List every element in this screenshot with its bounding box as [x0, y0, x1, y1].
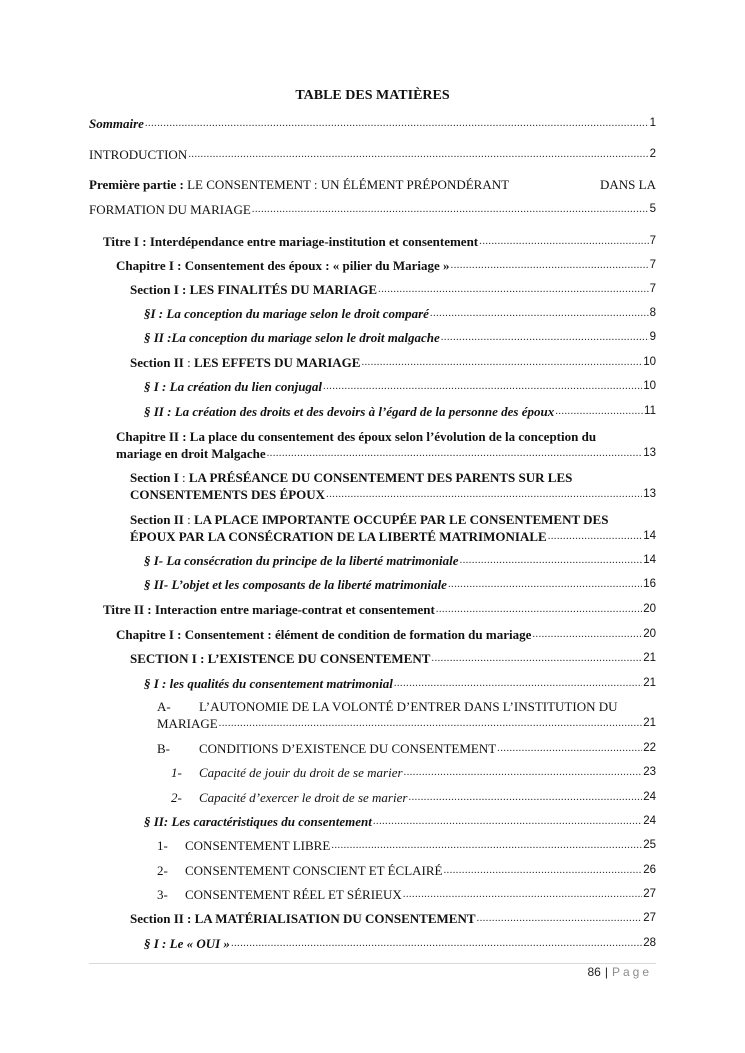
footer-separator: | — [604, 965, 608, 979]
toc-entry-chapitre-2[interactable] — [116, 428, 656, 445]
dot-leader — [323, 378, 642, 395]
toc-entry-label: § I : Le « OUI » — [144, 936, 230, 951]
toc-entry-subsub[interactable] — [171, 789, 656, 806]
toc-entry-label: §I : La conception du mariage selon le droit comparé — [144, 306, 429, 321]
toc-entry-label: Chapitre II : La place du consentement des époux selon l’évolution de la conception du — [116, 429, 597, 444]
dot-leader — [403, 886, 642, 903]
toc-entry-label: Capacité d’exercer le droit de se marier — [199, 790, 408, 805]
toc-entry-label: § II: Les caractéristiques du consentement — [144, 814, 372, 829]
toc-entry-section-line2[interactable] — [130, 486, 656, 503]
toc-entry-subsub[interactable] — [171, 764, 656, 781]
toc-entry-section-2[interactable] — [130, 354, 656, 371]
dot-leader — [479, 233, 648, 250]
toc-entry-section[interactable] — [130, 511, 656, 528]
toc-entry-marker: 1- — [171, 765, 182, 780]
toc-page-number: 24 — [643, 815, 656, 827]
toc-entry-section[interactable] — [130, 650, 656, 667]
toc-entry-sub-line2[interactable] — [157, 715, 656, 732]
toc-entry-label: Section II — [130, 355, 184, 370]
dot-leader — [145, 115, 649, 132]
toc-page-number: 5 — [649, 203, 656, 215]
toc-entry-label: INTRODUCTION — [89, 147, 188, 162]
toc-entry-paragraph[interactable] — [144, 576, 656, 593]
toc-entry-label: § II : La création des droits et des devoirs à l’égard de la personne des époux — [144, 404, 555, 419]
dot-leader — [219, 715, 643, 732]
dot-leader — [331, 837, 642, 854]
toc-page-number: 21 — [643, 677, 656, 689]
toc-entry-sub[interactable] — [157, 837, 656, 854]
dot-leader — [497, 740, 642, 757]
toc-entry-titre-2[interactable] — [103, 601, 656, 618]
toc-page-number: 23 — [643, 766, 656, 778]
toc-entry-label: Section I : LES FINALITÉS DU MARIAGE — [130, 282, 378, 297]
toc-entry-label: CONSENTEMENT RÉEL ET SÉRIEUX — [185, 887, 402, 902]
dot-leader — [555, 403, 643, 420]
page-title: TABLE DES MATIÈRES — [295, 88, 450, 103]
toc-entry-marker: B- — [157, 741, 170, 756]
toc-entry-label: CONDITIONS D’EXISTENCE DU CONSENTEMENT — [199, 741, 497, 756]
toc-page-number: 24 — [643, 791, 656, 803]
toc-page-number: 22 — [643, 742, 656, 754]
toc-entry-titre-1[interactable] — [103, 233, 656, 250]
dot-leader — [436, 601, 642, 618]
dot-leader — [373, 813, 642, 830]
toc-page-number: 20 — [643, 628, 656, 640]
toc-page-number: 7 — [649, 259, 656, 271]
toc-entry-paragraph[interactable] — [144, 552, 656, 569]
toc-entry-label: mariage en droit Malgache — [116, 446, 266, 461]
toc-page-number: 27 — [643, 888, 656, 900]
toc-entry-marker: 3- — [157, 887, 168, 902]
toc-entry-marker: 2- — [157, 863, 168, 878]
toc-page-number: 13 — [643, 447, 656, 459]
footer-page-number: 86 — [587, 965, 601, 979]
toc-page-number: 8 — [649, 307, 656, 319]
toc-page-number: 13 — [643, 488, 656, 500]
toc-page-number: 26 — [643, 864, 656, 876]
toc-entry-label: : — [183, 355, 194, 370]
toc-page-number: 11 — [644, 405, 656, 417]
toc-page-number: 9 — [649, 331, 656, 343]
dot-leader — [431, 650, 642, 667]
toc-entry-label: Chapitre I : Consentement des époux : « pilier du Mariage » — [116, 258, 450, 273]
toc-entry-introduction[interactable] — [89, 146, 656, 163]
page-footer — [587, 965, 652, 979]
toc-entry-label: : — [178, 470, 189, 485]
toc-page-number: 21 — [643, 717, 656, 729]
toc-entry-label: LA PLACE IMPORTANTE OCCUPÉE PAR LE CONSENTEMENT DES — [193, 512, 609, 527]
toc-entry-section[interactable] — [130, 910, 656, 927]
toc-entry-label: Titre I : Interdépendance entre mariage-institution et consentement — [103, 234, 479, 249]
toc-page-number: 10 — [643, 380, 656, 392]
dot-leader — [477, 910, 643, 927]
dot-leader — [443, 862, 642, 879]
toc-page-number: 7 — [649, 235, 656, 247]
toc-entry-marker: A- — [157, 699, 171, 714]
toc-entry-label: § I- La consécration du principe de la liberté matrimoniale — [144, 553, 459, 568]
toc-entry-sub[interactable] — [157, 886, 656, 903]
toc-page-number: 27 — [643, 912, 656, 924]
dot-leader — [430, 305, 649, 322]
toc-entry-label: § II- L’objet et les composants de la liberté matrimoniale — [144, 577, 447, 592]
toc-entry-label: CONSENTEMENT CONSCIENT ET ÉCLAIRÉ — [185, 863, 443, 878]
toc-entry-label: Titre II : Interaction entre mariage-contrat et consentement — [103, 602, 435, 617]
toc-entry-paragraph[interactable] — [144, 935, 656, 952]
toc-entry-section[interactable] — [130, 469, 656, 486]
toc-page-number: 20 — [643, 603, 656, 615]
dot-leader — [404, 764, 643, 781]
dot-leader — [448, 576, 642, 593]
toc-entry-marker: 2- — [171, 790, 182, 805]
toc-page-number: 1 — [649, 117, 656, 129]
toc-entry-label: DANS LA — [600, 177, 656, 192]
toc-entry-chapitre-2-line2[interactable] — [116, 445, 656, 462]
toc-page-number: 7 — [649, 283, 656, 295]
toc-entry-label: § I : les qualités du consentement matrimonial — [144, 676, 393, 691]
dot-leader — [188, 146, 648, 163]
toc-entry-label: Sommaire — [89, 116, 144, 131]
toc-entry-paragraph[interactable] — [144, 403, 656, 420]
toc-entry-label: Capacité de jouir du droit de se marier — [199, 765, 403, 780]
toc-entry-label: MARIAGE — [157, 716, 218, 731]
toc-page-number: 28 — [643, 937, 656, 949]
toc-page-number: 25 — [643, 839, 656, 851]
toc-entry-label: LA PRÉSÉANCE DU CONSENTEMENT DES PARENTS SUR LES — [188, 470, 573, 485]
dot-leader — [361, 354, 642, 371]
toc-entry-paragraph[interactable] — [144, 813, 656, 830]
toc-entry-label: LE CONSENTEMENT : UN ÉLÉMENT PRÉPONDÉRANT — [187, 177, 510, 192]
toc-entry-label: FORMATION DU MARIAGE — [89, 202, 251, 217]
dot-leader — [378, 281, 649, 298]
toc-entry-label: LES EFFETS DU MARIAGE — [193, 355, 361, 370]
toc-entry-label: Section II : LA MATÉRIALISATION DU CONSENTEMENT — [130, 911, 476, 926]
toc-entry-partie-1-line2[interactable] — [89, 201, 656, 218]
toc-entry-label: : — [183, 512, 194, 527]
toc-entry-label: CONSENTEMENTS DES ÉPOUX — [130, 487, 326, 502]
toc-entry-label: SECTION I : L’EXISTENCE DU CONSENTEMENT — [130, 651, 431, 666]
toc-page-number: 10 — [643, 356, 656, 368]
toc-entry-label: CONSENTEMENT LIBRE — [185, 838, 331, 853]
toc-entry-chapitre[interactable] — [116, 626, 656, 643]
toc-entry-section-line2[interactable] — [130, 528, 656, 545]
toc-entry-label: Section II — [130, 512, 184, 527]
dot-leader — [441, 329, 649, 346]
toc-entry-sub[interactable] — [157, 740, 656, 757]
toc-entry-label: § II :La conception du mariage selon le droit malgache — [144, 330, 440, 345]
toc-page-number: 21 — [643, 652, 656, 664]
dot-leader — [231, 935, 642, 952]
toc-entry-paragraph[interactable] — [144, 378, 656, 395]
dot-leader — [460, 552, 643, 569]
toc-entry-label: L’AUTONOMIE DE LA VOLONTÉ D’ENTRER DANS L’INSTITUTION DU — [199, 699, 618, 714]
footer-page-word: Page — [611, 965, 652, 979]
toc-page-number: 16 — [643, 578, 656, 590]
toc-entry-paragraph[interactable] — [144, 329, 656, 346]
toc-entry-paragraph[interactable] — [144, 305, 656, 322]
dot-leader — [267, 445, 643, 462]
toc-entry-sub[interactable] — [157, 698, 656, 715]
toc-entry-label: Section I — [130, 470, 179, 485]
dot-leader — [252, 201, 649, 218]
footer-divider — [89, 963, 656, 964]
toc-entry-paragraph[interactable] — [144, 675, 656, 692]
toc-entry-chapitre-1[interactable] — [116, 257, 656, 274]
dot-leader — [394, 675, 642, 692]
dot-leader — [326, 486, 642, 503]
toc-entry-marker: 1- — [157, 838, 168, 853]
toc-page-number: 14 — [643, 530, 656, 542]
toc-entry-label: ÉPOUX PAR LA CONSÉCRATION DE LA LIBERTÉ MATRIMONIALE — [130, 529, 547, 544]
toc-page-number: 2 — [649, 148, 656, 160]
toc-entry-label: § I : La création du lien conjugal — [144, 379, 323, 394]
dot-leader — [451, 257, 649, 274]
toc-entry-partie-1[interactable] — [89, 176, 656, 193]
dot-leader — [408, 789, 642, 806]
toc-entry-section-1[interactable] — [130, 281, 656, 298]
toc-entry-sub[interactable] — [157, 862, 656, 879]
toc-entry-label: Chapitre I : Consentement : élément de condition de formation du mariage — [116, 627, 532, 642]
toc-entry-label: Première partie : — [89, 177, 184, 192]
dot-leader — [532, 626, 642, 643]
toc-page-number: 14 — [643, 554, 656, 566]
dot-leader — [548, 528, 643, 545]
toc-entry-sommaire[interactable] — [89, 115, 656, 132]
